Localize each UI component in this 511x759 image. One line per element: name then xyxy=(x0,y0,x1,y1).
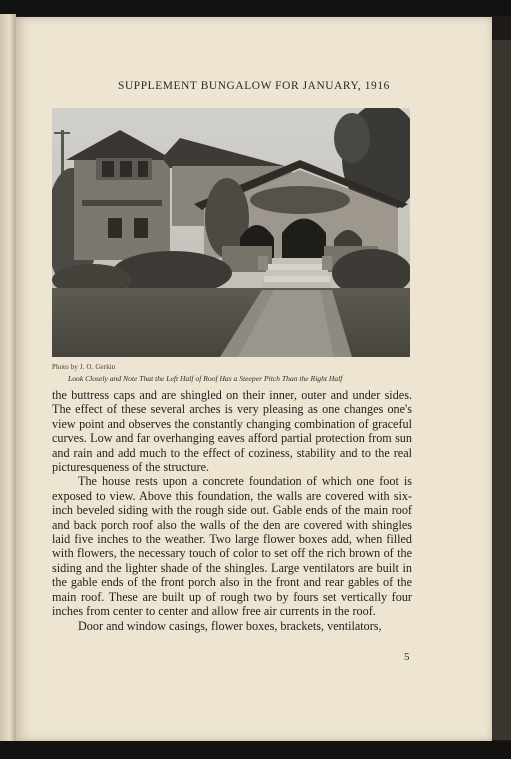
bungalow-photo xyxy=(52,108,410,357)
running-head: SUPPLEMENT BUNGALOW FOR JANUARY, 1916 xyxy=(118,80,390,92)
page-number: 5 xyxy=(404,651,410,663)
paragraph-1: the buttress caps and are shingled on their inner, outer and under sides. The effect of these several arches is very pleasing as one changes one's view point and observes the constantly changing combination of graceful curves. Low and far overhanging eaves afford partial protection from sun and rain and add much to the effect of coziness, stability and to the real picturesqueness of the structure. xyxy=(52,388,412,475)
scan-frame-bottom xyxy=(0,741,511,759)
paragraph-3: Door and window casings, flower boxes, brackets, ventilators, xyxy=(78,618,382,633)
facing-page-edge xyxy=(0,14,16,748)
page-stack-edge xyxy=(492,40,511,740)
body-text xyxy=(52,388,412,633)
scan-frame-top xyxy=(0,0,511,16)
photo-caption: Look Closely and Note That the Left Half of Roof Has a Steeper Pitch Than the Right Half xyxy=(68,374,343,383)
photo-credit: Photo by J. O. Gerkin xyxy=(52,364,116,371)
paragraph-2: The house rests upon a concrete foundation of which one foot is exposed to view. Above this foundation, the walls are covered with six-inch beveled siding with the rough side out. Gable ends of the main roof and back porch roof also the walls of the den are covered with shingles laid five inches to the weather. Two large flower boxes add, when filled with flowers, the necessary touch of color to set off the rich brown of the siding and the lighter shade of the shingles. Large ventilators are built in the gable ends of the front porch also in the front and rear gables of the main roof. These are built up of rough two by fours set vertically four inches from center to center and allow free air currents in the roof. xyxy=(52,474,412,619)
